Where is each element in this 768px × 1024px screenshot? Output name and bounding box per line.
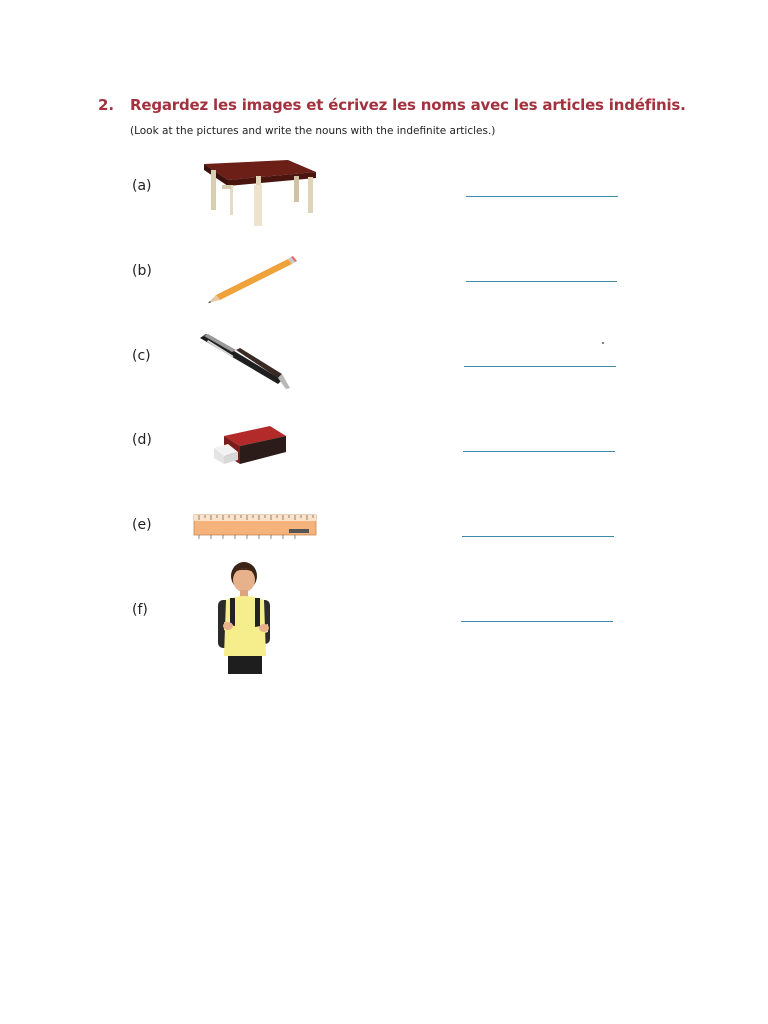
item-c bbox=[0, 348, 768, 433]
answer-line-c[interactable] bbox=[464, 366, 616, 367]
item-e bbox=[0, 517, 768, 602]
schoolboy-icon bbox=[214, 560, 276, 678]
eraser-icon bbox=[210, 424, 290, 472]
item-b bbox=[0, 263, 768, 348]
answer-line-f[interactable] bbox=[461, 621, 613, 622]
stray-mark bbox=[602, 342, 604, 344]
answer-line-b[interactable] bbox=[466, 281, 617, 282]
table-icon bbox=[198, 158, 320, 248]
answer-line-d[interactable] bbox=[463, 451, 615, 452]
ruler-icon bbox=[193, 513, 317, 541]
answer-line-a[interactable] bbox=[466, 196, 618, 197]
item-label: (d) bbox=[132, 432, 152, 448]
item-label: (c) bbox=[132, 348, 151, 364]
exercise-title: Regardez les images et écrivez les noms avec les articles indéfinis. bbox=[130, 96, 686, 114]
item-a bbox=[0, 178, 768, 263]
item-label: (a) bbox=[132, 178, 152, 194]
answer-line-e[interactable] bbox=[462, 536, 614, 537]
exercise-subtitle: (Look at the pictures and write the nouns with the indefinite articles.) bbox=[130, 125, 496, 137]
pen-icon bbox=[196, 332, 296, 392]
exercise-number: 2. bbox=[98, 96, 115, 114]
pencil-icon bbox=[200, 255, 300, 307]
item-label: (e) bbox=[132, 517, 152, 533]
item-f bbox=[0, 602, 768, 687]
item-label: (f) bbox=[132, 602, 148, 618]
item-d bbox=[0, 432, 768, 517]
item-label: (b) bbox=[132, 263, 152, 279]
exercise-heading bbox=[98, 96, 686, 114]
